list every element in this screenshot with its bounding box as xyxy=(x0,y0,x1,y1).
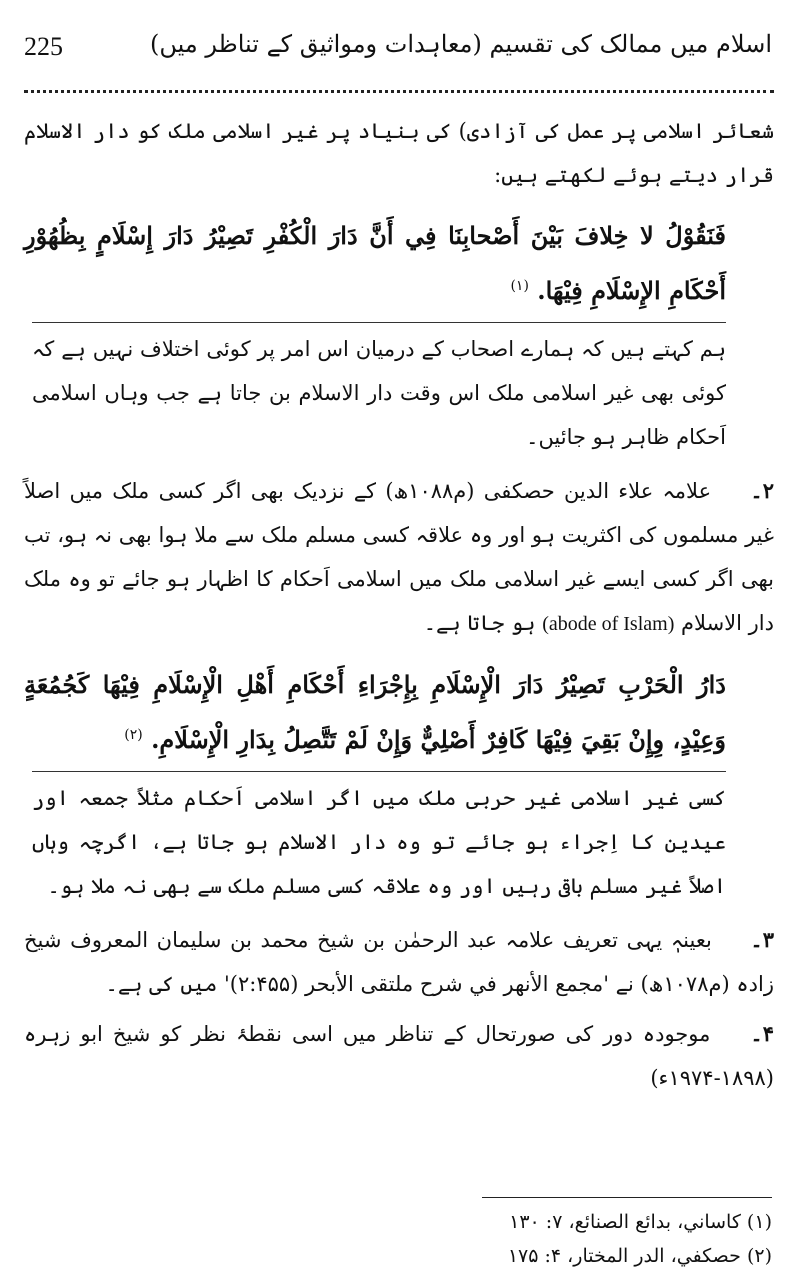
point-2-text-after: ہو جاتا ہے۔ xyxy=(423,611,536,635)
point-3 xyxy=(24,918,774,1006)
english-term: (abode of Islam) xyxy=(542,613,675,635)
arabic-quote-1 xyxy=(24,211,726,316)
point-2 xyxy=(24,469,774,646)
point-4 xyxy=(24,1012,774,1100)
point-4-number: ۴۔ xyxy=(750,1021,774,1046)
translation-2: کسی غیر اسلامی غیر حربی ملک میں اگر اسلامی اَحکام مثلاً جمعہ اور عیدین کا اِجراء ہو جائے تو وہ دار الاسلام ہو جاتا ہے، اگرچہ وہاں اصلاً غیر مسلم باقی رہیں اور وہ علاقہ کسی مسلم ملک سے بھی نہ ملا ہو۔ xyxy=(32,771,726,908)
footnote-ref-1: (١) xyxy=(510,278,529,294)
footnote-ref-2: (٢) xyxy=(124,727,143,743)
point-2-text-before: علامہ علاء الدین حصکفی (م۱۰۸۸ھ) کے نزدیک بھی اگر کسی ملک میں اصلاً غیر مسلموں کی اکثریت ہو اور وہ علاقہ کسی مسلم ملک سے ملا ہوا بھی نہ ہو، تب بھی اگر کسی ایسے غیر اسلامی ملک میں اسلامی اَحکام کا اظہار ہو جائے تو وہ ملک دار الاسلام xyxy=(24,479,774,635)
running-title: اسلام میں ممالک کی تقسیم (معاہدات ومواثیق کے تناظر میں) xyxy=(150,30,772,58)
intro-paragraph: شعائر اسلامی پر عمل کی آزادی) کی بنیاد پر غیر اسلامی ملک کو دار الاسلام قرار دیتے ہوئے لکھتے ہیں: xyxy=(24,119,774,187)
point-3-number: ۳۔ xyxy=(750,927,774,952)
footnote-1: (١) كاساني، بدائع الصنائع، ۷: ۱۳۰ xyxy=(509,1211,772,1233)
page-number: 225 xyxy=(24,32,63,61)
footnote-2: (٢) حصكفي، الدر المختار، ۴: ۱۷۵ xyxy=(507,1245,772,1267)
point-4-text: موجودہ دور کی صورتحال کے تناظر میں اسی نقطۂ نظر کو شیخ ابو زہرہ (۱۸۹۸-۱۹۷۴ء) xyxy=(24,1022,774,1090)
page-header xyxy=(24,22,774,70)
footnotes xyxy=(272,1205,772,1273)
arabic-quote-1-text: فَنَقُوْلُ لا خِلافَ بَيْنَ أَصْحابِنَا فِي أَنَّ دَارَ الْكُفْرِ تَصِيْرُ دَارَ إِسْلَامٍ بِظُهُوْرِ أَحْكَامِ الإِسْلَامِ فِيْهَا. xyxy=(24,221,726,305)
arabic-quote-2 xyxy=(24,660,726,765)
arabic-quote-2-text: دَارُ الْحَرْبِ تَصِيْرُ دَارَ الْإِسْلَامِ بِإِجْرَاءِ أَحْكَامِ أَهْلِ الْإِسْلَامِ فِيْهَا كَجُمُعَةٍ وَعِيْدٍ، وِإِنْ بَقِيَ فِيْهَا كَافِرٌ أَصْلِيٌّ وَإِنْ لَمْ تَتَّصِلُ بِدَارِ الْإِسْلَامِ. xyxy=(24,670,726,754)
header-divider xyxy=(24,90,774,93)
main-content xyxy=(24,109,774,1100)
point-3-text: بعینہٖ یہی تعریف علامہ عبد الرحمٰن بن شیخ محمد بن سلیمان المعروف شیخ زادہ (م۱۰۷۸ھ) نے 'مجمع الأنهر في شرح ملتقى الأبحر (۲:۴۵۵)' میں کی ہے۔ xyxy=(24,928,774,996)
footnote-divider xyxy=(482,1197,772,1198)
point-2-number: ۲۔ xyxy=(750,478,774,503)
translation-1: ہم کہتے ہیں کہ ہمارے اصحاب کے درمیان اس امر پر کوئی اختلاف نہیں ہے کہ کوئی بھی غیر اسلامی ملک اس وقت دار الاسلام بن جاتا ہے جب وہاں اسلامی اَحکام ظاہر ہو جائیں۔ xyxy=(32,322,726,459)
